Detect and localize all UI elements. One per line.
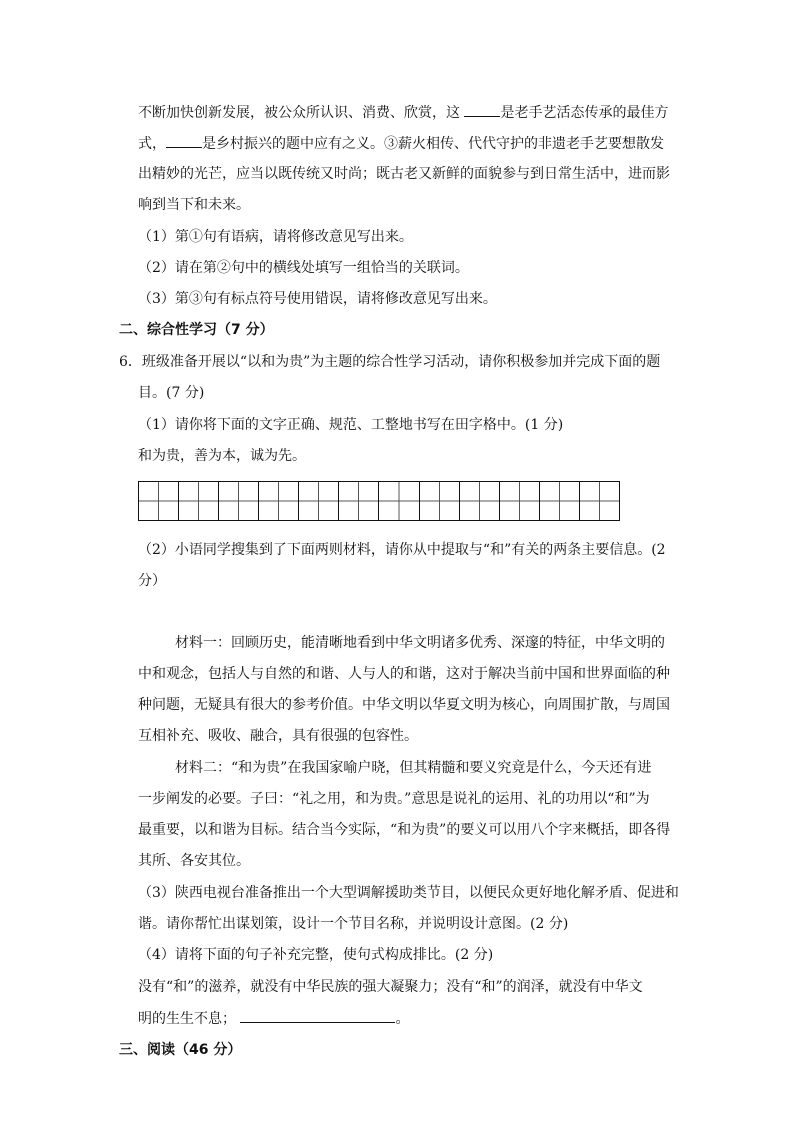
text: 式， bbox=[138, 136, 166, 152]
material-1: 材料一：回顾历史，能清晰地看到中华文明诸多优秀、深邃的特征，中华文明的 bbox=[175, 635, 665, 651]
grid-cell[interactable] bbox=[299, 482, 339, 520]
para-line: 出精妙的光芒，应当以既传统又时尚；既古老又新鲜的面貌参与到日常生活中，进而影 bbox=[138, 166, 670, 182]
question-6-3: （3）陕西电视台准备推出一个大型调解援助类节目，以便民众更好地化解矛盾、促进和 bbox=[138, 885, 679, 901]
section-heading: 三、阅读（46 分） bbox=[119, 1042, 242, 1058]
para-line bbox=[138, 133, 664, 154]
question-1: （1）第①句有语病，请将修改意见写出来。 bbox=[138, 229, 413, 245]
para-line bbox=[138, 102, 668, 123]
question-6-4: （4）请将下面的句子补充完整，使句式构成排比。(2 分) bbox=[138, 947, 494, 963]
text: 不断加快创新发展，被公众所认识、消费、欣赏，这 bbox=[138, 105, 460, 121]
question-2: （2）请在第②句中的横线处填写一组恰当的关联词。 bbox=[138, 260, 469, 276]
question-6-2-cont: 分） bbox=[138, 573, 166, 589]
answer-blank[interactable] bbox=[240, 1008, 395, 1023]
question-6-cont: 目。(7 分) bbox=[138, 385, 205, 401]
grid-cell[interactable] bbox=[219, 482, 259, 520]
sentence: 没有“和”的滋养，就没有中华民族的强大凝聚力；没有“和”的润泽，就没有中华文 bbox=[138, 979, 643, 995]
grid-cell[interactable] bbox=[339, 482, 379, 520]
tianzige-grid[interactable] bbox=[138, 481, 620, 521]
text: 是乡村振兴的题中应有之义。③薪火相传、代代守护的非遗老手艺要想散发 bbox=[202, 136, 664, 152]
question-6-3-cont: 谐。请你帮忙出谋划策，设计一个节目名称，并说明设计意图。(2 分) bbox=[138, 916, 569, 932]
grid-cell[interactable] bbox=[500, 482, 540, 520]
grid-cell[interactable] bbox=[379, 482, 419, 520]
material-1: 中和观念，包括人与自然的和谐、人与人的和谐，这对于解决当前中国和世界面临的种 bbox=[138, 666, 670, 682]
copy-text: 和为贵，善为本，诚为先。 bbox=[138, 448, 306, 464]
material-2: 最重要，以和谐为目标。结合当今实际，“和为贵”的要义可以用八个字来概括，即各得 bbox=[138, 822, 671, 838]
material-2: 其所、各安其位。 bbox=[138, 853, 250, 869]
grid-cell[interactable] bbox=[580, 482, 619, 520]
question-6: 6．班级准备开展以“以和为贵”为主题的综合性学习活动，请你积极参加并完成下面的题 bbox=[119, 354, 661, 370]
grid-cell[interactable] bbox=[179, 482, 219, 520]
answer-blank[interactable] bbox=[166, 133, 202, 148]
grid-cell[interactable] bbox=[540, 482, 580, 520]
material-2: 材料二：“和为贵”在我国家喻户晓，但其精髓和要义究竟是什么，今天还有进 bbox=[175, 760, 652, 776]
material-1: 互相补充、吸收、融合，具有很强的包容性。 bbox=[138, 728, 418, 744]
section-heading: 二、综合性学习（7 分） bbox=[119, 322, 274, 338]
answer-blank[interactable] bbox=[464, 102, 500, 117]
question-6-2: （2）小语同学搜集到了下面两则材料，请你从中提取与“和”有关的两条主要信息。(2 bbox=[138, 542, 666, 558]
text: 是老手艺活态传承的最佳方 bbox=[500, 105, 669, 121]
sentence-cont bbox=[138, 1008, 409, 1029]
para-line: 响到当下和未来。 bbox=[138, 197, 250, 213]
material-1: 种问题，无疑具有很大的参考价值。中华文明以华夏文明为核心，向周围扩散，与周国 bbox=[138, 697, 670, 713]
grid-cell[interactable] bbox=[420, 482, 460, 520]
material-2: 一步阐发的必要。子曰：“礼之用，和为贵。”意思是说礼的运用、礼的功用以“和”为 bbox=[138, 791, 650, 807]
grid-cell[interactable] bbox=[139, 482, 179, 520]
grid-cell[interactable] bbox=[259, 482, 299, 520]
text: 。 bbox=[395, 1011, 410, 1027]
grid-cell[interactable] bbox=[460, 482, 500, 520]
text: 明的生生不息； bbox=[138, 1011, 236, 1027]
question-3: （3）第③句有标点符号使用错误，请将修改意见写出来。 bbox=[138, 291, 497, 307]
question-6-1: （1）请你将下面的文字正确、规范、工整地书写在田字格中。(1 分) bbox=[138, 417, 564, 433]
